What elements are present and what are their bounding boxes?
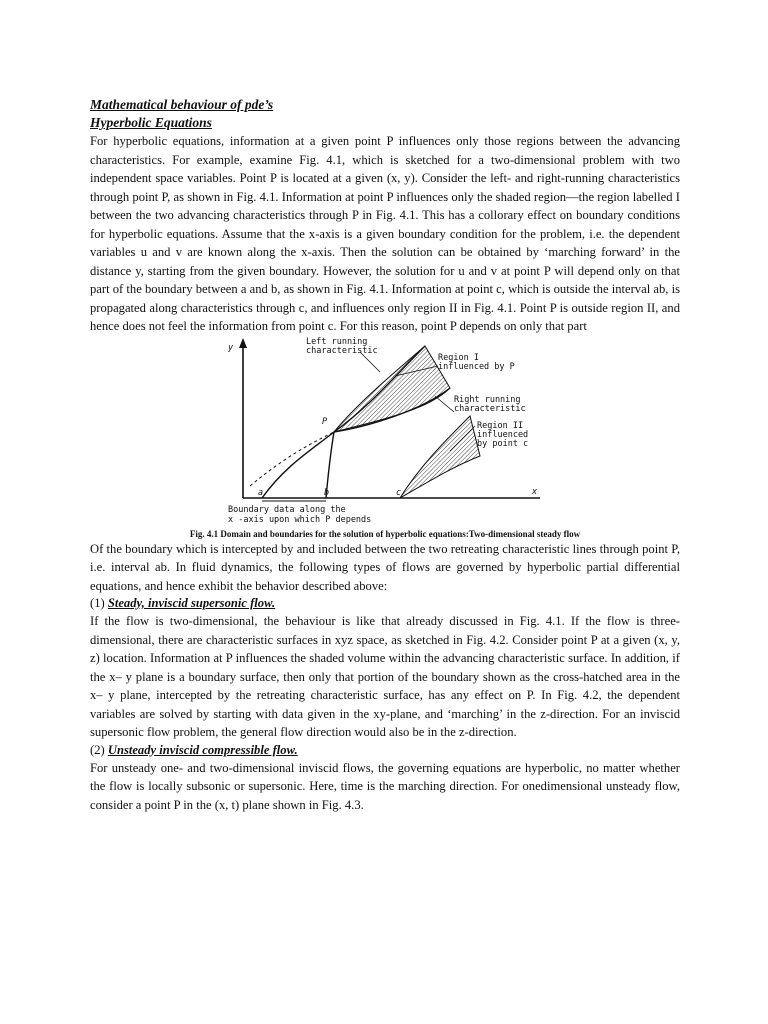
boundary-label-2: x -axis upon which P depends	[228, 514, 372, 525]
document-page	[90, 96, 680, 814]
subsection-2-number: (2)	[90, 742, 105, 757]
point-c-label: c	[396, 487, 402, 498]
left-char-label-2: characteristic	[306, 345, 378, 356]
paragraph-supersonic-flow: If the flow is two-dimensional, the behaviour is like that already discussed in Fig. 4.1. If the flow is three-dimensional, there are characteristic surfaces in xyz space, as sketched in Fig. 4.2. Consider point P at a given (x, y, z) location. Information at P influences the shaded volume within the advancing characteristic surface. In addition, if the x– y plane is a boundary surface, then only that portion of the boundary shown as the cross-hatched area in the x– y plane, intercepted by the retreating characteristic surface, has any effect on P. In Fig. 4.2, the dependent variables are solved by starting with data given in the xy-plane, and ‘marching’ in the z-direction. For an inviscid supersonic flow problem, the general flow direction would also be in the z-direction.	[90, 614, 680, 739]
y-axis-arrow	[239, 338, 247, 348]
subsection-2-title: Unsteady inviscid compressible flow.	[107, 742, 298, 757]
region-2-label-2: influenced	[477, 429, 529, 440]
dashed-characteristic	[250, 432, 334, 486]
x-axis-label: x	[532, 486, 538, 497]
region-1-label-1: Region I	[438, 352, 479, 363]
document-title: Mathematical behaviour of pde’s	[90, 97, 274, 112]
region-2-shading	[400, 416, 480, 498]
paragraph-unsteady-flow: For unsteady one- and two-dimensional inviscid flows, the governing equations are hyperbolic, no matter whether the flow is locally subsonic or supersonic. Here, time is the marching direction. For onedimensional unsteady flow, consider a point P in the (x, t) plane shown in Fig. 4.3.	[90, 760, 680, 812]
paragraph-hyperbolic-intro: For hyperbolic equations, information at a given point P influences only those regions between the advancing characteristics. For example, examine Fig. 4.1, which is sketched for a two-dimensional problem with two independent space variables. Point P is located at a given (x, y). Consider the left- and right-running characteristics through point P, as shown in Fig. 4.1. Information at point P influences only the shaded region—the region labelled I between the two advancing characteristics through P in Fig. 4.1. This has a collorary effect on boundary conditions for hyperbolic equations. Assume that the x-axis is a given boundary condition for the problem, i.e. the dependent variables u and v are known along the x-axis. Then the solution can be obtained by ‘marching forward’ in the distance y, starting from the given boundary. However, the solution for u and v at point P will depend only on that part of the boundary between a and b, as shown in Fig. 4.1. Information at point c, which is outside the interval ab, is propagated along characteristics through c, and influences only region II in Fig. 4.1. Point P is outside region II, and hence does not feel the information from point c. For this reason, point P depends on only that part	[90, 134, 680, 333]
point-a-label: a	[258, 487, 264, 498]
characteristics-diagram	[90, 336, 680, 526]
right-char-pointer	[435, 396, 454, 412]
boundary-label-1: Boundary data along the	[228, 504, 346, 515]
paragraph-boundary-interval: Of the boundary which is intercepted by and included between the two retreating characteristic lines through point P, i.e. interval ab. In fluid dynamics, the following types of flows are governed by hyperbolic partial differential equations, and hence exhibit the behavior described above:	[90, 541, 680, 593]
right-char-label-2: characteristic	[454, 403, 526, 414]
region-1-label-2: influenced by P	[438, 361, 515, 372]
region-2-label-3: by point c	[477, 438, 529, 449]
region-2-label-1: Region II	[477, 420, 524, 431]
subsection-1-number: (1)	[90, 596, 105, 610]
right-char-label-1: Right running	[454, 394, 521, 405]
point-p-label: P	[322, 416, 328, 427]
subsection-2-heading	[90, 742, 680, 759]
point-b-label: b	[324, 487, 330, 498]
left-char-label-1: Left running	[306, 336, 368, 347]
figure-caption: Fig. 4.1 Domain and boundaries for the solution of hyperbolic equations:Two-dimensional steady flow	[189, 528, 581, 539]
section-heading: Hyperbolic Equations	[90, 115, 212, 130]
y-axis-label: y	[228, 342, 234, 353]
figure-4-1	[90, 336, 680, 526]
subsection-1-heading	[90, 595, 680, 612]
subsection-1-title: Steady, inviscid supersonic flow.	[107, 596, 276, 610]
